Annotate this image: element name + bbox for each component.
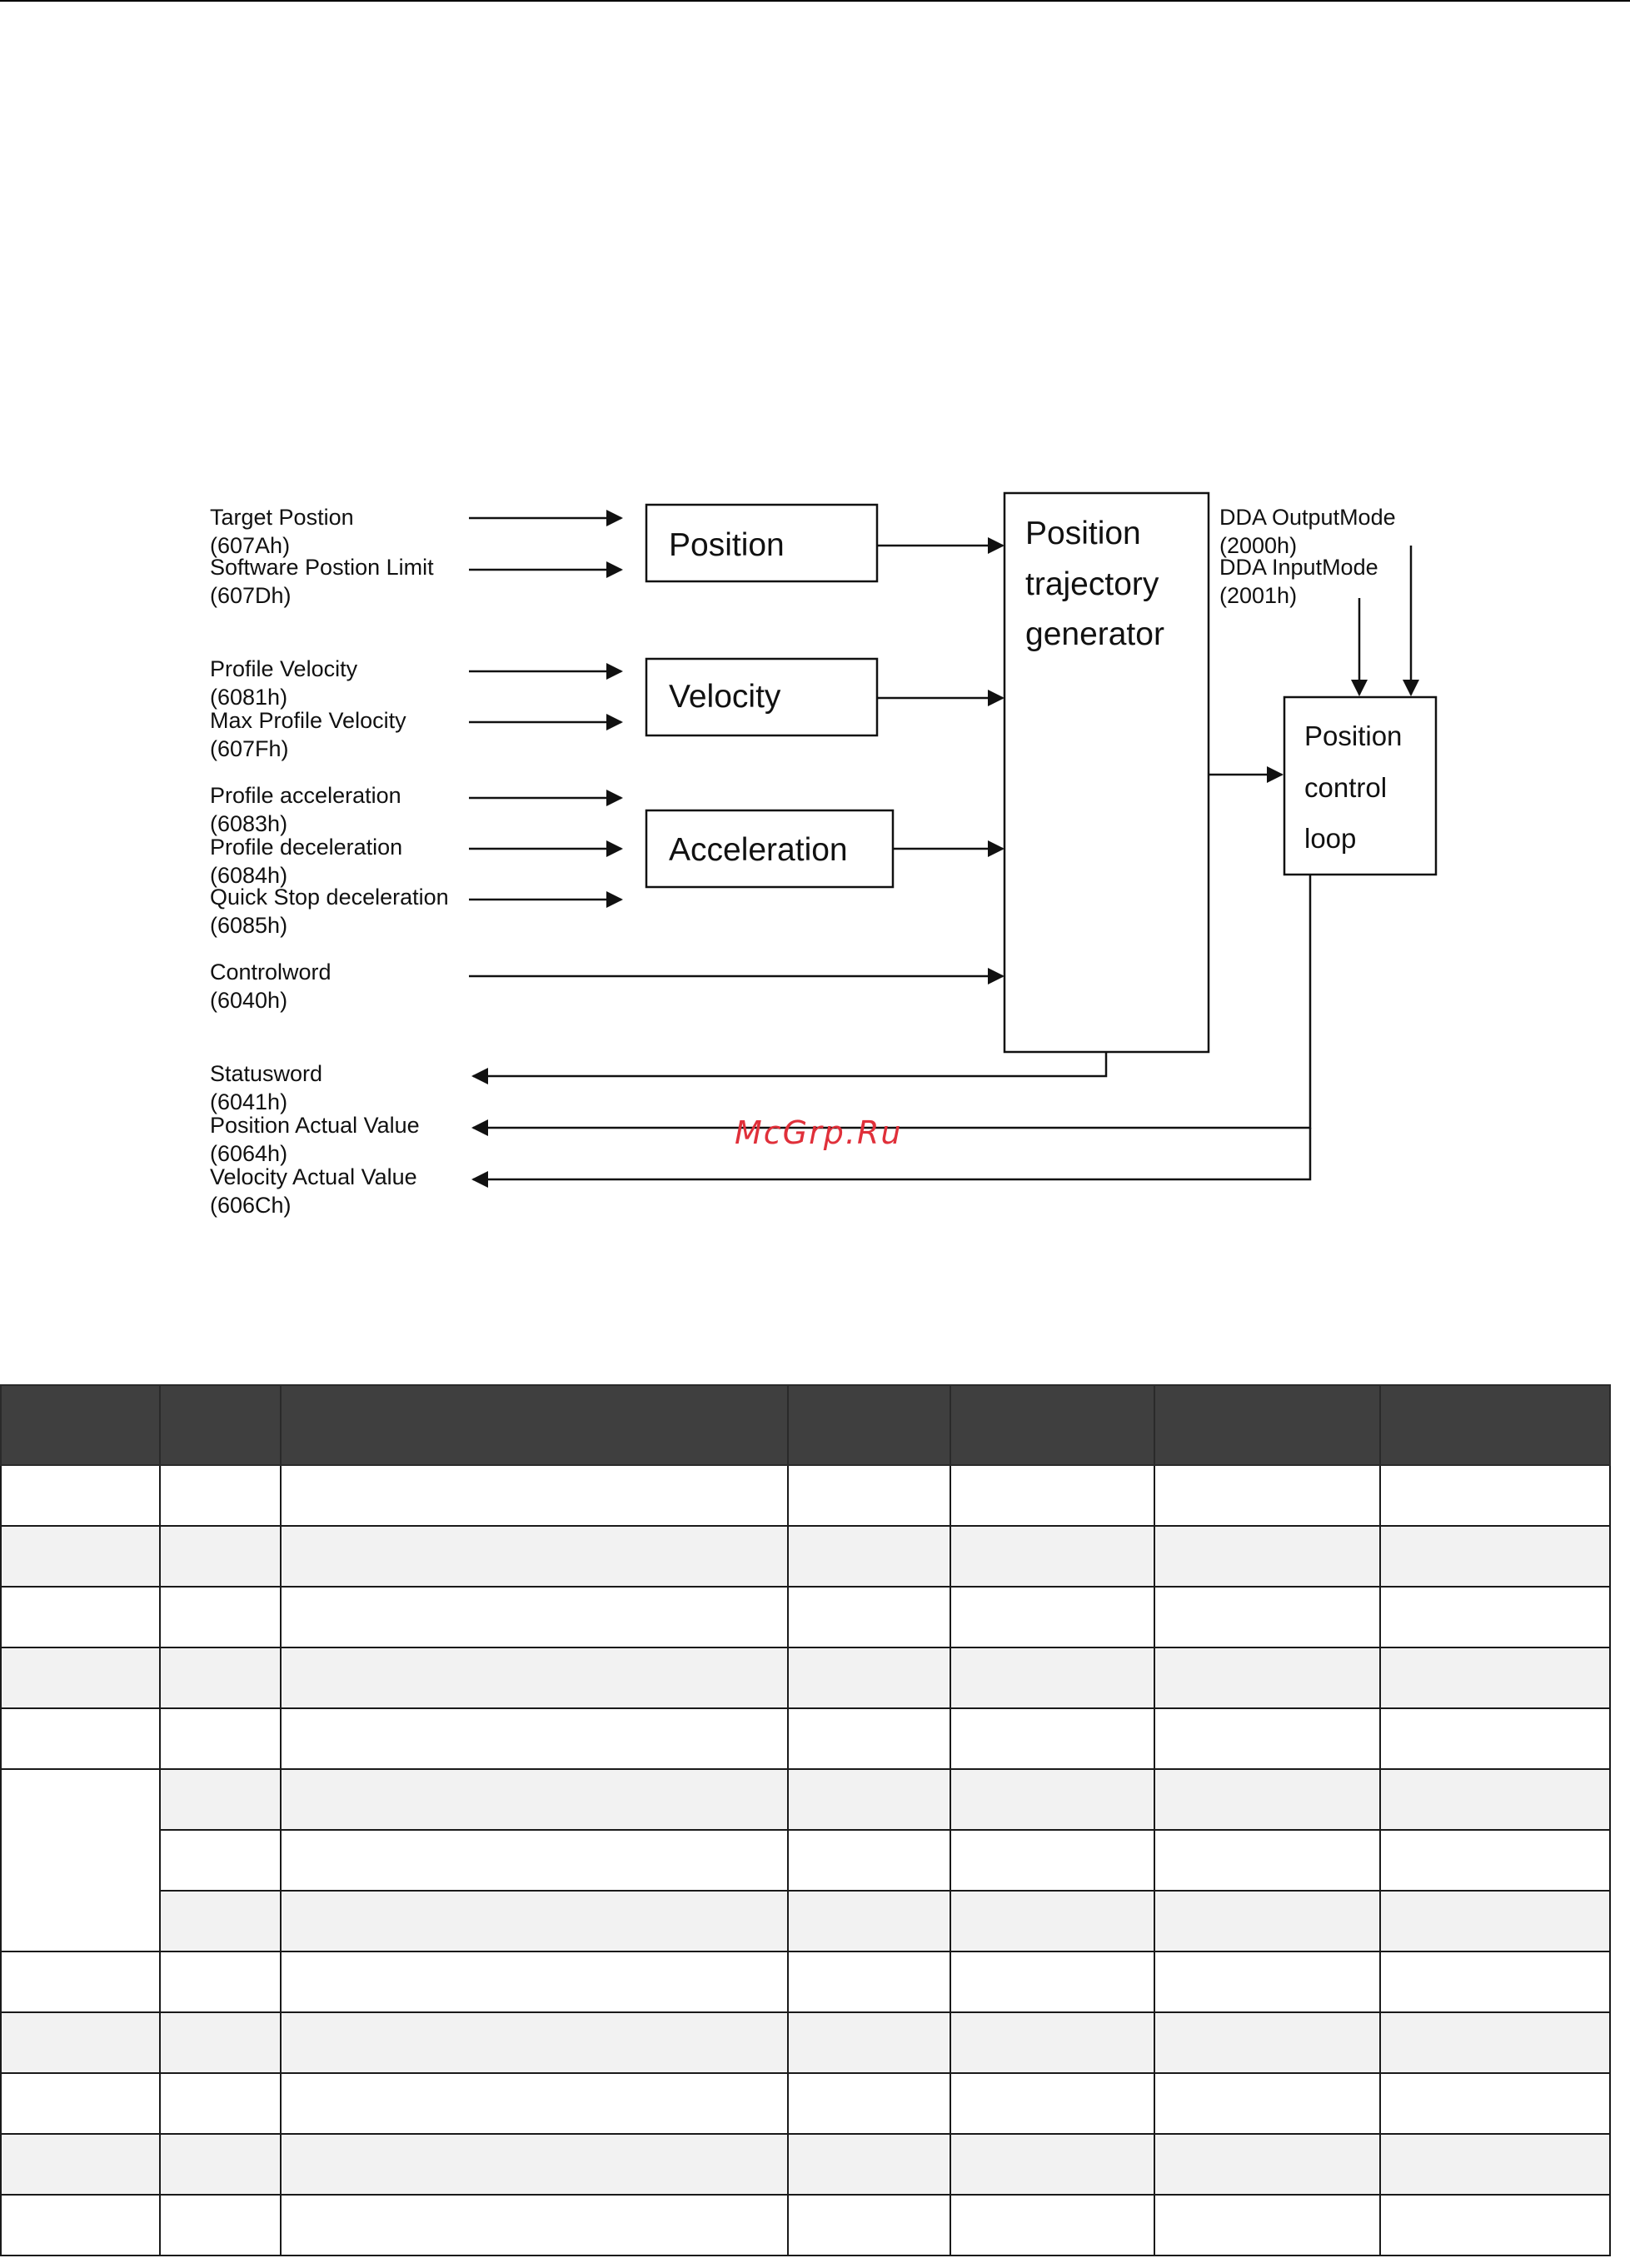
control-loop-label-line2: control	[1304, 772, 1388, 803]
table-header-row	[1, 1385, 1610, 1465]
profile-acceleration-label: Profile acceleration	[210, 783, 401, 808]
table-header-cell	[788, 1385, 950, 1465]
table-row	[1, 1830, 1610, 1891]
table-cell	[1154, 2073, 1380, 2134]
table-cell	[160, 2012, 281, 2073]
table-cell	[160, 1465, 281, 1526]
quick-stop-deceleration-label: Quick Stop deceleration	[210, 885, 449, 910]
table-cell	[160, 1769, 281, 1830]
table-cell	[950, 1830, 1154, 1891]
table-row	[1, 1587, 1610, 1647]
table-cell	[160, 1891, 281, 1951]
table-cell	[160, 1647, 281, 1708]
profile-velocity-label: Profile Velocity	[210, 656, 358, 681]
software-position-limit-label: Software Postion Limit	[210, 555, 434, 580]
controlword-index: (6040h)	[210, 988, 288, 1013]
table-cell	[1, 1951, 160, 2012]
control-loop-label-line3: loop	[1304, 823, 1357, 854]
table-cell	[281, 1891, 788, 1951]
table-cell	[788, 2012, 950, 2073]
table-cell	[1154, 1708, 1380, 1769]
table-row	[1, 1951, 1610, 2012]
position-actual-value-index: (6064h)	[210, 1141, 288, 1166]
table-cell	[1, 1526, 160, 1587]
trajectory-generator-label-line2: trajectory	[1025, 566, 1159, 602]
table-cell	[1380, 1708, 1610, 1769]
table-cell	[788, 1951, 950, 2012]
dda-input-mode-label: DDA InputMode	[1219, 555, 1378, 580]
table-cell	[950, 1951, 1154, 2012]
max-profile-velocity-label: Max Profile Velocity	[210, 708, 406, 733]
controlword-label: Controlword	[210, 960, 331, 984]
watermark: McGrp.Ru	[735, 1114, 903, 1151]
table-cell	[1154, 1647, 1380, 1708]
table-cell	[1154, 2134, 1380, 2195]
table-cell	[950, 2195, 1154, 2256]
table-cell	[788, 1830, 950, 1891]
table-cell	[1154, 1526, 1380, 1587]
acceleration-block-label: Acceleration	[669, 832, 848, 868]
position-block-label: Position	[669, 527, 785, 563]
control-loop-label-line1: Position	[1304, 720, 1403, 751]
profile-velocity-index: (6081h)	[210, 685, 288, 710]
velocity-block-label: Velocity	[669, 679, 781, 715]
trajectory-generator-label-line1: Position	[1025, 516, 1141, 551]
table-cell	[1, 1465, 160, 1526]
table-cell	[160, 2195, 281, 2256]
table-cell	[1380, 1830, 1610, 1891]
table-cell	[950, 1526, 1154, 1587]
table-cell	[1380, 1951, 1610, 2012]
table-cell	[788, 1769, 950, 1830]
table-cell	[1154, 1465, 1380, 1526]
table-cell	[1380, 1647, 1610, 1708]
table-cell	[788, 2195, 950, 2256]
table-cell	[1380, 2134, 1610, 2195]
table-cell	[281, 2012, 788, 2073]
table-cell	[281, 1769, 788, 1830]
table-row	[1, 2134, 1610, 2195]
profile-acceleration-index: (6083h)	[210, 811, 288, 836]
table-cell	[950, 1708, 1154, 1769]
table-cell	[1154, 1769, 1380, 1830]
table-cell	[1380, 2012, 1610, 2073]
table-cell	[950, 2073, 1154, 2134]
table-cell	[1, 2195, 160, 2256]
table-cell	[160, 1526, 281, 1587]
table-cell	[281, 1951, 788, 2012]
table-cell	[281, 1465, 788, 1526]
table-cell	[950, 1769, 1154, 1830]
table-cell	[1154, 2195, 1380, 2256]
table-row	[1, 1647, 1610, 1708]
table-cell	[1154, 1951, 1380, 2012]
table-cell	[160, 1708, 281, 1769]
table-cell	[1380, 1526, 1610, 1587]
table-cell	[281, 2195, 788, 2256]
table-cell	[788, 1708, 950, 1769]
software-position-limit-index: (607Dh)	[210, 583, 292, 608]
table-cell	[281, 1587, 788, 1647]
table-cell	[281, 1708, 788, 1769]
table-cell	[788, 2073, 950, 2134]
parameter-table	[0, 1384, 1611, 2256]
max-profile-velocity-index: (607Fh)	[210, 736, 289, 761]
table-row	[1, 1769, 1610, 1830]
table-cell	[1, 1708, 160, 1769]
table-header-cell	[1380, 1385, 1610, 1465]
table-cell	[788, 1526, 950, 1587]
table-cell	[1, 1647, 160, 1708]
statusword-label: Statusword	[210, 1061, 323, 1086]
table-header-cell	[1, 1385, 160, 1465]
table-cell	[1154, 1891, 1380, 1951]
table-row	[1, 2073, 1610, 2134]
statusword-index: (6041h)	[210, 1089, 288, 1114]
table-cell	[281, 2134, 788, 2195]
table-cell	[788, 1891, 950, 1951]
table-header-cell	[281, 1385, 788, 1465]
table-cell	[1, 1587, 160, 1647]
table-cell	[788, 1587, 950, 1647]
table-cell-merged	[1, 1769, 160, 1951]
table-cell	[950, 2012, 1154, 2073]
table-cell	[1, 2012, 160, 2073]
table-cell	[1154, 1830, 1380, 1891]
table-cell	[1154, 1587, 1380, 1647]
table-cell	[1, 2073, 160, 2134]
table-cell	[1154, 2012, 1380, 2073]
table-cell	[1380, 1891, 1610, 1951]
table-cell	[1380, 1587, 1610, 1647]
table-cell	[1, 2134, 160, 2195]
velocity-actual-value-label: Velocity Actual Value	[210, 1164, 417, 1189]
dda-input-mode-index: (2001h)	[1219, 583, 1298, 608]
target-position-index: (607Ah)	[210, 533, 291, 558]
statusword-feedback-line	[473, 1052, 1106, 1076]
table-row	[1, 2195, 1610, 2256]
table-cell	[160, 1587, 281, 1647]
table-cell	[950, 1647, 1154, 1708]
table-cell	[281, 1647, 788, 1708]
table-header-cell	[950, 1385, 1154, 1465]
table-cell	[950, 1465, 1154, 1526]
table-row	[1, 2012, 1610, 2073]
table-cell	[281, 2073, 788, 2134]
table-row	[1, 1891, 1610, 1951]
table-cell	[950, 1587, 1154, 1647]
dda-output-mode-label: DDA OutputMode	[1219, 505, 1396, 530]
target-position-label: Target Postion	[210, 505, 354, 530]
table-cell	[281, 1830, 788, 1891]
profile-deceleration-index: (6084h)	[210, 863, 288, 888]
position-actual-value-label: Position Actual Value	[210, 1113, 420, 1138]
table-cell	[160, 2134, 281, 2195]
table-header-cell	[1154, 1385, 1380, 1465]
table-cell	[788, 1465, 950, 1526]
table-cell	[160, 1830, 281, 1891]
table-cell	[1380, 2073, 1610, 2134]
table-row	[1, 1465, 1610, 1526]
profile-deceleration-label: Profile deceleration	[210, 835, 403, 860]
dda-output-mode-index: (2000h)	[1219, 533, 1298, 558]
velocity-actual-value-index: (606Ch)	[210, 1193, 292, 1218]
table-cell	[788, 1647, 950, 1708]
table-cell	[160, 1951, 281, 2012]
table-cell	[160, 2073, 281, 2134]
trajectory-generator-label-line3: generator	[1025, 616, 1164, 652]
quick-stop-deceleration-index: (6085h)	[210, 913, 288, 938]
table-cell	[1380, 1465, 1610, 1526]
table-cell	[950, 2134, 1154, 2195]
table-row	[1, 1526, 1610, 1587]
table-cell	[1380, 2195, 1610, 2256]
table-header-cell	[160, 1385, 281, 1465]
table-row	[1, 1708, 1610, 1769]
table-cell	[950, 1891, 1154, 1951]
table-cell	[1380, 1769, 1610, 1830]
table-cell	[788, 2134, 950, 2195]
table-cell	[281, 1526, 788, 1587]
